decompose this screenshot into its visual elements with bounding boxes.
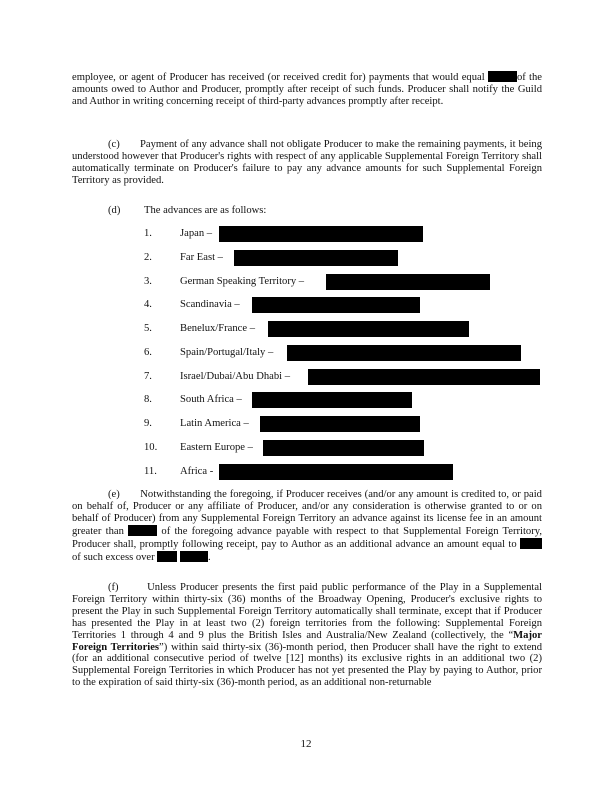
redaction-block: [219, 464, 453, 480]
redaction-block: [488, 71, 517, 82]
list-number: 8.: [144, 394, 152, 405]
redaction-block: [308, 369, 540, 385]
list-item: [144, 418, 249, 430]
paragraph-text: Notwithstanding the foregoing, if Producer receives (and/or any amount is credited to, or paid on behalf of, Producer or any affiliate of Producer, and/or any consideration is otherwise granted to or on behalf of Producer) from any Supplemental Foreign Territory an advance against its license fee in an amount greater than: [72, 489, 542, 537]
paragraph-text: of the foregoing advance payable with respect to that Supplemental Foreign Territory, Producer shall, promptly following receipt, pay to Author as an additional advance an amount equal to: [72, 525, 543, 550]
territory-name: Scandinavia –: [180, 299, 240, 310]
redaction-block: [252, 297, 420, 313]
paragraph-text: Payment of any advance shall not obligate Producer to make the remaining payments, it being understood however that Producer's rights with respect of any applicable Supplemental Foreign Territory shall automatically terminate on Producer's failure to pay any advance amounts for such Supplemental Foreign Territory as provided.: [72, 139, 542, 186]
paragraph-d: [108, 205, 266, 217]
paragraph-label: (e): [108, 489, 120, 500]
redaction-block: [268, 321, 469, 337]
list-number: 4.: [144, 299, 152, 310]
paragraph-text: of such excess over: [72, 551, 155, 563]
paragraph-text: Unless Producer presents the first paid public performance of the Play in a Supplemental Foreign Territory within thirty-six (36) months of the Broadway Opening, Producer's exclusive rights to present the Play in such Supplemental Foreign Territory automatically shall terminate, except that if Producer has presented the Play in at least two (2) foreign territories from the following: Supplemental Foreign Territories 1 through 4 and 9 plus the British Isles and Australia/New Zealand (collectively, the “: [72, 582, 542, 641]
paragraph-continuation: [72, 71, 542, 108]
territory-name: Eastern Europe –: [180, 442, 253, 453]
list-item: [144, 276, 304, 288]
redaction-block: [263, 440, 424, 456]
paragraph-text: .: [207, 551, 211, 563]
redaction-block: [260, 416, 420, 432]
list-number: 2.: [144, 252, 152, 263]
paragraph-text: of the amounts owed to Author and Producer, promptly after receipt of such funds. Producer shall notify the Guild and Author in writing concerning receipt of third-party advances promptly after receipt.: [72, 72, 542, 107]
redaction-block: [234, 250, 398, 266]
redaction-block: [252, 392, 412, 408]
paragraph-label: (d): [108, 205, 121, 216]
list-item: [144, 228, 212, 240]
territory-name: Africa -: [180, 466, 214, 477]
list-item: [144, 347, 273, 359]
redaction-block: [520, 538, 542, 549]
paragraph-text: employee, or agent of Producer has received (or received credit for) payments that would equal: [72, 72, 485, 83]
territory-name: Spain/Portugal/Italy –: [180, 347, 274, 358]
paragraph-text: The advances are as follows:: [144, 205, 267, 216]
list-item: [144, 299, 240, 311]
territory-name: Benelux/France –: [180, 323, 256, 334]
list-number: 6.: [144, 347, 152, 358]
paragraph-c: [72, 139, 542, 187]
list-item: [144, 371, 290, 383]
paragraph-text: ”) within said thirty-six (36)-month period, then Producer shall have the right to extend (for an additional consecutive period of twelve [12] months) its exclusive rights in an additional two (2) Supplemental Foreign Territories in which Producer has not yet presented the Play by paying to Author, prior to the expiration of said thirty-six (36)-month period, as an additional non-returnable: [72, 641, 542, 689]
page-number: 12: [300, 738, 312, 750]
list-item: [144, 394, 242, 406]
list-number: 5.: [144, 323, 152, 334]
list-number: 11.: [144, 466, 157, 477]
territory-name: German Speaking Territory –: [180, 276, 305, 287]
list-number: 9.: [144, 418, 152, 429]
redaction-block: [180, 551, 208, 562]
list-number: 1.: [144, 228, 152, 239]
territory-name: Israel/Dubai/Abu Dhabi –: [180, 371, 291, 382]
paragraph-e: [72, 489, 542, 563]
redaction-block: [128, 525, 157, 536]
territory-name: South Africa –: [180, 394, 242, 405]
list-item: [144, 466, 213, 478]
list-item: [144, 323, 255, 335]
list-number: 7.: [144, 371, 152, 382]
list-number: 10.: [144, 442, 158, 453]
paragraph-label: (c): [108, 139, 120, 150]
paragraph-label: (f): [108, 582, 119, 593]
redaction-block: [157, 551, 177, 562]
redaction-block: [326, 274, 490, 290]
paragraph-f: [72, 582, 542, 689]
redaction-block: [219, 226, 423, 242]
defined-term: Major Foreign Territories: [72, 629, 542, 653]
territory-name: Latin America –: [180, 418, 249, 429]
list-item: [144, 252, 223, 264]
list-number: 3.: [144, 276, 152, 287]
territory-name: Japan –: [180, 228, 213, 239]
list-item: [144, 442, 253, 454]
redaction-block: [287, 345, 521, 361]
territory-name: Far East –: [180, 252, 223, 263]
